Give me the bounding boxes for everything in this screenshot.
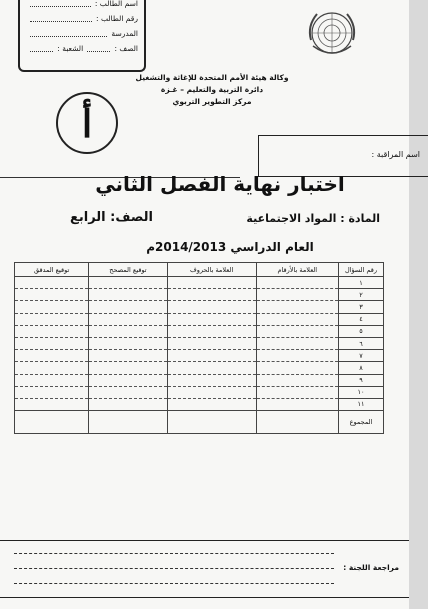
question-number: ٦ [339,337,384,349]
score-cell[interactable] [89,398,167,410]
exam-form-badge: أ [56,92,118,154]
school-field [30,26,107,37]
score-cell[interactable] [89,289,167,301]
un-emblem-icon [303,4,361,62]
score-cell[interactable] [256,386,338,398]
score-cell[interactable] [89,374,167,386]
score-cell[interactable] [256,362,338,374]
question-number: ١١ [339,398,384,410]
table-row [15,325,384,337]
student-name-row [26,0,138,11]
review-line [14,553,334,554]
score-cell[interactable] [15,362,89,374]
total-row [15,411,384,434]
score-cell[interactable] [15,337,89,349]
school-row [26,26,138,41]
table-header-row [15,263,384,277]
table-row [15,313,384,325]
score-cell[interactable] [256,374,338,386]
score-cell[interactable] [256,313,338,325]
score-cell[interactable] [167,313,256,325]
question-number: ٧ [339,350,384,362]
student-info-box [18,0,146,72]
student-number-label: رقم الطالب : [96,14,138,23]
score-cell[interactable] [15,374,89,386]
student-name-label: اسم الطالب : [94,0,138,8]
total-cell[interactable] [167,411,256,434]
committee-review-box [0,540,409,598]
table-row [15,374,384,386]
grade-heading: الصف: الرابع [70,210,153,225]
committee-review-label: مراجعة اللجنة : [343,563,399,572]
review-line [14,568,334,569]
header-score-words: العلامة بالحروف [167,263,256,277]
header-question-number: رقم السؤال [339,263,384,277]
score-cell[interactable] [167,325,256,337]
table-row [15,289,384,301]
score-cell[interactable] [256,350,338,362]
question-number: ٣ [339,301,384,313]
score-cell[interactable] [256,277,338,289]
score-cell[interactable] [167,277,256,289]
exam-title: اختبار نهاية الفصل الثاني [95,172,345,196]
score-cell[interactable] [256,337,338,349]
agency-name: وكالة هيئة الأمم المتحدة للإغاثة والتشغيل [135,73,289,82]
total-cell[interactable] [256,411,338,434]
score-cell[interactable] [89,362,167,374]
grade-field [87,41,110,52]
score-cell[interactable] [15,301,89,313]
table-row [15,277,384,289]
table-row [15,398,384,410]
score-cell[interactable] [15,325,89,337]
score-cell[interactable] [15,386,89,398]
education-department: دائرة التربية والتعليم – غـزة [160,85,264,94]
subject-grade-line [60,212,380,232]
total-cell[interactable] [89,411,167,434]
score-cell[interactable] [167,289,256,301]
score-cell[interactable] [89,350,167,362]
grades-table [14,262,384,434]
score-cell[interactable] [15,398,89,410]
score-cell[interactable] [167,350,256,362]
score-cell[interactable] [15,289,89,301]
section-label: الشعبة : [57,44,84,53]
question-number: ٤ [339,313,384,325]
review-line [14,583,334,584]
score-cell[interactable] [167,301,256,313]
table-row [15,386,384,398]
score-cell[interactable] [89,313,167,325]
table-row [15,362,384,374]
score-cell[interactable] [89,337,167,349]
development-center: مركز التطوير التربوي [172,97,252,106]
score-cell[interactable] [89,277,167,289]
score-cell[interactable] [167,362,256,374]
total-cell[interactable] [15,411,89,434]
score-cell[interactable] [256,325,338,337]
header-score-digits: العلامة بالأرقام [256,263,338,277]
score-cell[interactable] [89,325,167,337]
score-cell[interactable] [167,337,256,349]
school-label: المدرسة [111,29,138,38]
student-name-field [30,0,91,7]
question-number: ٩ [339,374,384,386]
table-row [15,337,384,349]
question-number: ١ [339,277,384,289]
score-cell[interactable] [167,374,256,386]
question-number: ١٠ [339,386,384,398]
table-row [15,350,384,362]
header-reviewer-signature: توقيع المدقق [15,263,89,277]
score-cell[interactable] [167,398,256,410]
score-cell[interactable] [15,313,89,325]
grade-section-row [26,41,138,56]
score-cell[interactable] [256,289,338,301]
student-number-field [30,11,92,22]
proctor-label: اسم المراقبة : [371,150,420,159]
score-cell[interactable] [89,386,167,398]
header-grader-signature: توقيع المصحح [89,263,167,277]
score-cell[interactable] [89,301,167,313]
score-cell[interactable] [256,301,338,313]
question-number: ٨ [339,362,384,374]
score-cell[interactable] [15,350,89,362]
subject-label: المادة : المواد الاجتماعية [246,212,380,225]
agency-header [127,72,297,108]
score-cell[interactable] [256,398,338,410]
question-number: ٢ [339,289,384,301]
student-number-row [26,11,138,26]
score-cell[interactable] [15,277,89,289]
section-field [30,41,53,52]
total-label: المجموع [339,411,384,434]
score-cell[interactable] [167,386,256,398]
grade-label: الصف : [114,44,138,53]
table-row [15,301,384,313]
question-number: ٥ [339,325,384,337]
proctor-box [258,135,428,177]
academic-year: العام الدراسي 2014/2013م [146,240,314,254]
